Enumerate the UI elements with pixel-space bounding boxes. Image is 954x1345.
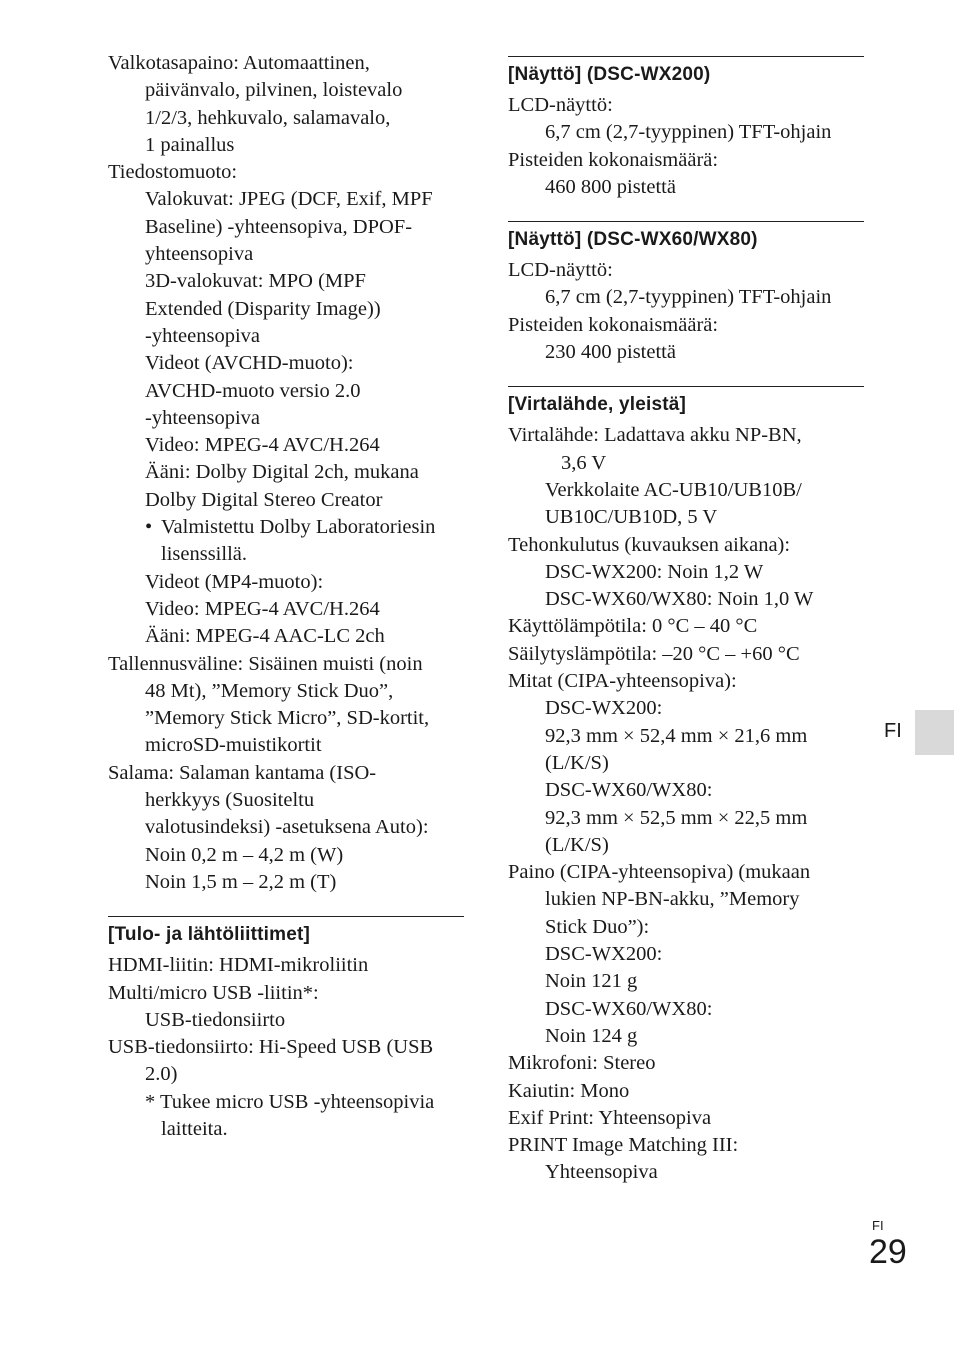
spec-line: DSC-WX60/WX80: Noin 1,0 W xyxy=(545,588,814,611)
spec-line: DSC-WX200: xyxy=(545,697,663,720)
spec-line: DSC-WX200: xyxy=(545,943,663,966)
section-divider xyxy=(508,386,864,387)
spec-line: Säilytyslämpötila: –20 °C – +60 °C xyxy=(508,642,800,665)
spec-line: Tehonkulutus (kuvauksen aikana): xyxy=(508,533,791,556)
language-tab xyxy=(915,710,954,755)
spec-line: -yhteensopiva xyxy=(145,324,260,347)
section-divider xyxy=(508,56,864,57)
spec-line: herkkyys (Suositeltu xyxy=(145,789,315,812)
spec-line: Mitat (CIPA-yhteensopiva): xyxy=(508,670,737,693)
spec-line: laitteita. xyxy=(161,1117,228,1140)
spec-line: DSC-WX60/WX80: xyxy=(545,997,713,1020)
spec-line: * Tukee micro USB -yhteensopivia xyxy=(145,1090,435,1113)
spec-line: 2.0) xyxy=(145,1063,178,1086)
bullet-icon: • xyxy=(145,516,153,539)
section-spec-list xyxy=(508,92,864,201)
spec-line: PRINT Image Matching III: xyxy=(508,1134,739,1157)
spec-line: DSC-WX60/WX80: xyxy=(545,779,713,802)
bullet-text: Valmistettu Dolby Laboratoriesin xyxy=(161,516,436,539)
spec-line: 1/2/3, hehkuvalo, salamavalo, xyxy=(145,106,391,129)
spec-line: lukien NP-BN-akku, ”Memory xyxy=(545,888,800,911)
spec-line: LCD-näyttö: xyxy=(508,259,613,282)
spec-line: Ääni: MPEG-4 AAC-LC 2ch xyxy=(145,625,385,648)
language-tab-label: FI xyxy=(884,720,902,742)
spec-line: (L/K/S) xyxy=(545,751,609,774)
spec-line: Salama: Salaman kantama (ISO- xyxy=(108,761,377,784)
spec-line: 92,3 mm × 52,5 mm × 22,5 mm xyxy=(545,806,808,829)
spec-line: Noin 1,5 m – 2,2 m (T) xyxy=(145,870,337,893)
spec-line: Videot (AVCHD-muoto): xyxy=(145,352,354,375)
section-heading: [Näyttö] (DSC-WX60/WX80) xyxy=(508,229,758,251)
spec-line: lisenssillä. xyxy=(161,543,247,566)
spec-line: Ääni: Dolby Digital 2ch, mukana xyxy=(145,461,419,484)
section-spec-list xyxy=(508,422,864,1186)
left-spec-list xyxy=(108,50,464,896)
spec-line: AVCHD-muoto versio 2.0 xyxy=(145,379,361,402)
spec-line: 48 Mt), ”Memory Stick Duo”, xyxy=(145,679,394,702)
spec-line: 6,7 cm (2,7-tyyppinen) TFT-ohjain xyxy=(545,286,832,309)
footer-language: FI xyxy=(872,1218,884,1233)
spec-line: HDMI-liitin: HDMI-mikroliitin xyxy=(108,954,369,977)
spec-line: Baseline) -yhteensopiva, DPOF- xyxy=(145,215,413,238)
section-heading: [Virtalähde, yleistä] xyxy=(508,394,687,416)
spec-line: valotusindeksi) -asetuksena Auto): xyxy=(145,816,429,839)
spec-line: Noin 121 g xyxy=(545,970,638,993)
spec-line: Pisteiden kokonaismäärä: xyxy=(508,148,719,171)
spec-line: Mikrofoni: Stereo xyxy=(508,1052,656,1075)
spec-line: microSD-muistikortit xyxy=(145,734,322,757)
spec-line: Video: MPEG-4 AVC/H.264 xyxy=(145,434,380,457)
spec-line: UB10C/UB10D, 5 V xyxy=(545,506,718,529)
spec-line: 3D-valokuvat: MPO (MPF xyxy=(145,270,366,293)
spec-line: DSC-WX200: Noin 1,2 W xyxy=(545,560,764,583)
spec-line: 3,6 V xyxy=(561,451,607,474)
left-column xyxy=(108,50,464,1143)
spec-line: 92,3 mm × 52,4 mm × 21,6 mm xyxy=(545,724,808,747)
section-divider xyxy=(508,221,864,222)
spec-line: Noin 124 g xyxy=(545,1024,638,1047)
spec-line: Yhteensopiva xyxy=(545,1161,658,1184)
section-heading: [Näyttö] (DSC-WX200) xyxy=(508,64,711,85)
spec-line: Tiedostomuoto: xyxy=(108,161,238,184)
spec-line: yhteensopiva xyxy=(145,243,254,266)
spec-line: 460 800 pistettä xyxy=(545,175,676,198)
spec-line: Verkkolaite AC-UB10/UB10B/ xyxy=(545,478,802,501)
section-heading-io: [Tulo- ja lähtöliittimet] xyxy=(108,924,311,946)
spec-line: LCD-näyttö: xyxy=(508,94,613,116)
spec-line: Valokuvat: JPEG (DCF, Exif, MPF xyxy=(145,188,433,211)
right-column xyxy=(508,50,864,1187)
spec-line: Extended (Disparity Image)) xyxy=(145,297,381,320)
spec-line: -yhteensopiva xyxy=(145,406,260,429)
spec-line: Video: MPEG-4 AVC/H.264 xyxy=(145,597,380,620)
spec-line: USB-tiedonsiirto: Hi-Speed USB (USB xyxy=(108,1036,434,1059)
spec-line: Exif Print: Yhteensopiva xyxy=(508,1106,712,1129)
spec-line: 1 painallus xyxy=(145,133,235,156)
right-spec-sections xyxy=(508,56,864,1187)
page-number: 29 xyxy=(869,1233,907,1271)
section-divider xyxy=(108,916,464,917)
spec-line: Käyttölämpötila: 0 °C – 40 °C xyxy=(508,615,758,638)
spec-line: (L/K/S) xyxy=(545,833,609,856)
spec-line: Pisteiden kokonaismäärä: xyxy=(508,313,719,336)
spec-line: Kaiutin: Mono xyxy=(508,1079,630,1102)
spec-line: Stick Duo”): xyxy=(545,915,650,938)
spec-line: Dolby Digital Stereo Creator xyxy=(145,488,383,511)
spec-line: Valkotasapaino: Automaattinen, xyxy=(108,52,370,74)
spec-line: päivänvalo, pilvinen, loistevalo xyxy=(145,79,403,102)
spec-line: Tallennusväline: Sisäinen muisti (noin xyxy=(108,652,423,675)
spec-line: Virtalähde: Ladattava akku NP-BN, xyxy=(508,424,802,447)
spec-line: 230 400 pistettä xyxy=(545,341,676,364)
spec-line: Multi/micro USB -liitin*: xyxy=(108,981,319,1004)
spec-line: Paino (CIPA-yhteensopiva) (mukaan xyxy=(508,861,811,884)
io-spec-list xyxy=(108,952,464,1143)
spec-line: Videot (MP4-muoto): xyxy=(145,570,324,593)
spec-line: Noin 0,2 m – 4,2 m (W) xyxy=(145,843,344,866)
spec-line: ”Memory Stick Micro”, SD-kortit, xyxy=(145,707,430,730)
bullet-item xyxy=(108,514,464,541)
spec-line: USB-tiedonsiirto xyxy=(145,1008,286,1031)
section-spec-list xyxy=(508,257,864,366)
spec-line: 6,7 cm (2,7-tyyppinen) TFT-ohjain xyxy=(545,121,832,144)
